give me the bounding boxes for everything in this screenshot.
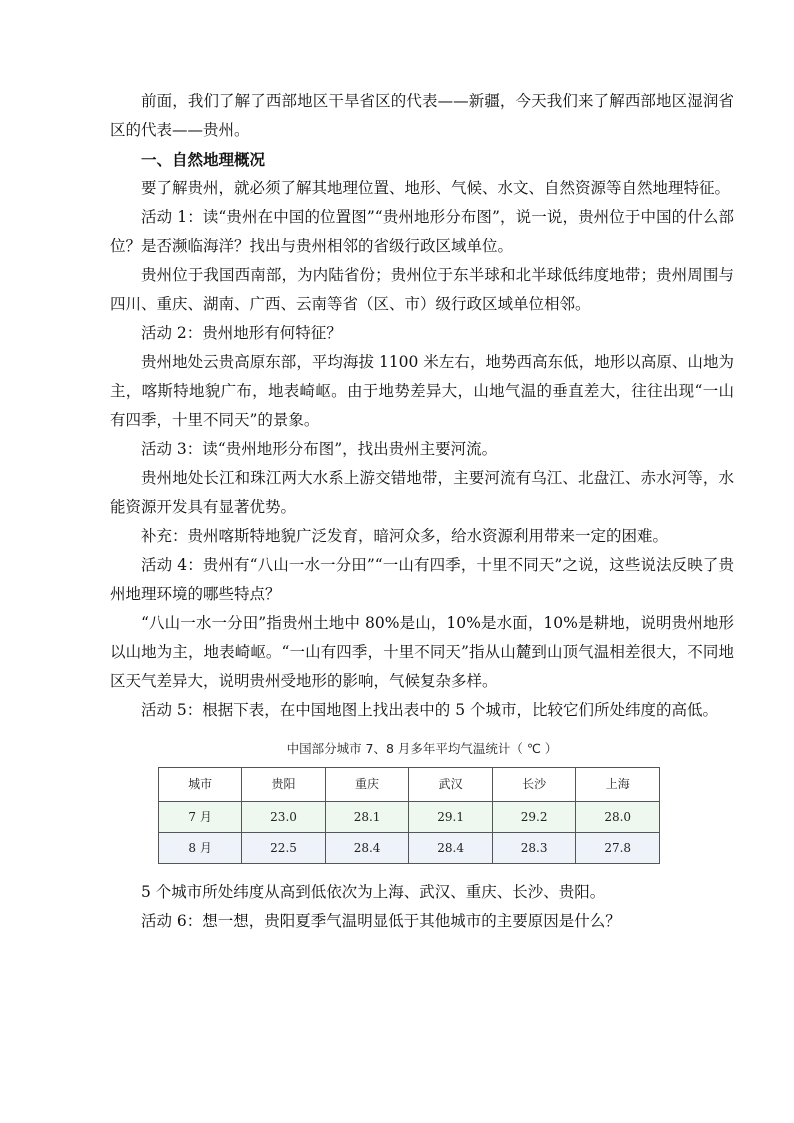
table-cell: 7 月 [159, 802, 242, 833]
table-header-cell: 贵阳 [242, 768, 326, 802]
activity-5: 活动 5：根据下表，在中国地图上找出表中的 5 个城市，比较它们所处纬度的高低。 [141, 701, 719, 719]
table-cell: 8 月 [159, 833, 242, 864]
activity-6: 活动 6：想一想，贵阳夏季气温明显低于其他城市的主要原因是什么？ [141, 912, 621, 930]
table-cell: 28.4 [409, 833, 493, 864]
table-cell: 22.5 [242, 833, 326, 864]
table-header-cell: 武汉 [409, 768, 493, 802]
table-cell: 28.1 [325, 802, 409, 833]
table-cell: 28.4 [325, 833, 409, 864]
table-cell: 29.2 [492, 802, 576, 833]
table-row [159, 833, 660, 864]
activity-2: 活动 2：贵州地形有何特征？ [141, 324, 342, 342]
intro-paragraph: 前面，我们了解了西部地区干旱省区的代表——新疆，今天我们来了解西部地区湿润省区的代表——贵州。 [110, 92, 734, 139]
after-table-section [110, 878, 734, 936]
paragraph: 贵州位于我国西南部，为内陆省份；贵州位于东半球和北半球低纬度地带；贵州周围与四川、重庆、湖南、广西、云南等省（区、市）级行政区域单位相邻。 [110, 266, 734, 313]
paragraph: 要了解贵州，就必须了解其地理位置、地形、气候、水文、自然资源等自然地理特征。 [141, 179, 731, 197]
activity-4: 活动 4：贵州有“八山一水一分田”“一山有四季，十里不同天”之说，这些说法反映了贵州地理环境的哪些特点？ [110, 556, 734, 603]
activity-3: 活动 3：读“贵州地形分布图”，找出贵州主要河流。 [141, 440, 498, 458]
table-header-cell: 城市 [159, 768, 242, 802]
table-header-row [159, 768, 660, 802]
temperature-table [158, 767, 660, 864]
table-cell: 23.0 [242, 802, 326, 833]
table-header-cell: 长沙 [492, 768, 576, 802]
table-caption: 中国部分城市 7、8 月多年平均气温统计（ ℃ ） [286, 741, 558, 756]
paragraph: 贵州地处长江和珠江两大水系上游交错地带，主要河流有乌江、北盘江、赤水河等，水能资源开发具有显著优势。 [110, 469, 734, 516]
table-row [159, 802, 660, 833]
paragraph: “八山一水一分田”指贵州土地中 80%是山，10%是水面，10%是耕地，说明贵州地形以山地为主，地表崎岖。“一山有四季，十里不同天”指从山麓到山顶气温相差很大，不同地区天气差异大，说明贵州受地形的影响，气候复杂多样。 [110, 614, 734, 690]
activity-1: 活动 1：读“贵州在中国的位置图”“贵州地形分布图”，说一说，贵州位于中国的什么部位？是否濒临海洋？找出与贵州相邻的省级行政区域单位。 [110, 208, 734, 255]
paragraph: 贵州地处云贵高原东部，平均海拔 1100 米左右，地势西高东低，地形以高原、山地为主，喀斯特地貌广布，地表崎岖。由于地势差异大，山地气温的垂直差大，往往出现“一山有四季，十里不同天”的景象。 [110, 353, 734, 429]
table-cell: 28.0 [576, 802, 660, 833]
supplement-paragraph: 补充：贵州喀斯特地貌广泛发育，暗河众多，给水资源利用带来一定的困难。 [141, 527, 669, 545]
table-cell: 28.3 [492, 833, 576, 864]
document-body [110, 87, 734, 936]
table-cell: 29.1 [409, 802, 493, 833]
table-header-cell: 重庆 [325, 768, 409, 802]
section-heading: 一、自然地理概况 [141, 150, 266, 169]
table-header-cell: 上海 [576, 768, 660, 802]
paragraph: 5 个城市所处纬度从高到低依次为上海、武汉、重庆、长沙、贵阳。 [141, 883, 606, 901]
table-cell: 27.8 [576, 833, 660, 864]
